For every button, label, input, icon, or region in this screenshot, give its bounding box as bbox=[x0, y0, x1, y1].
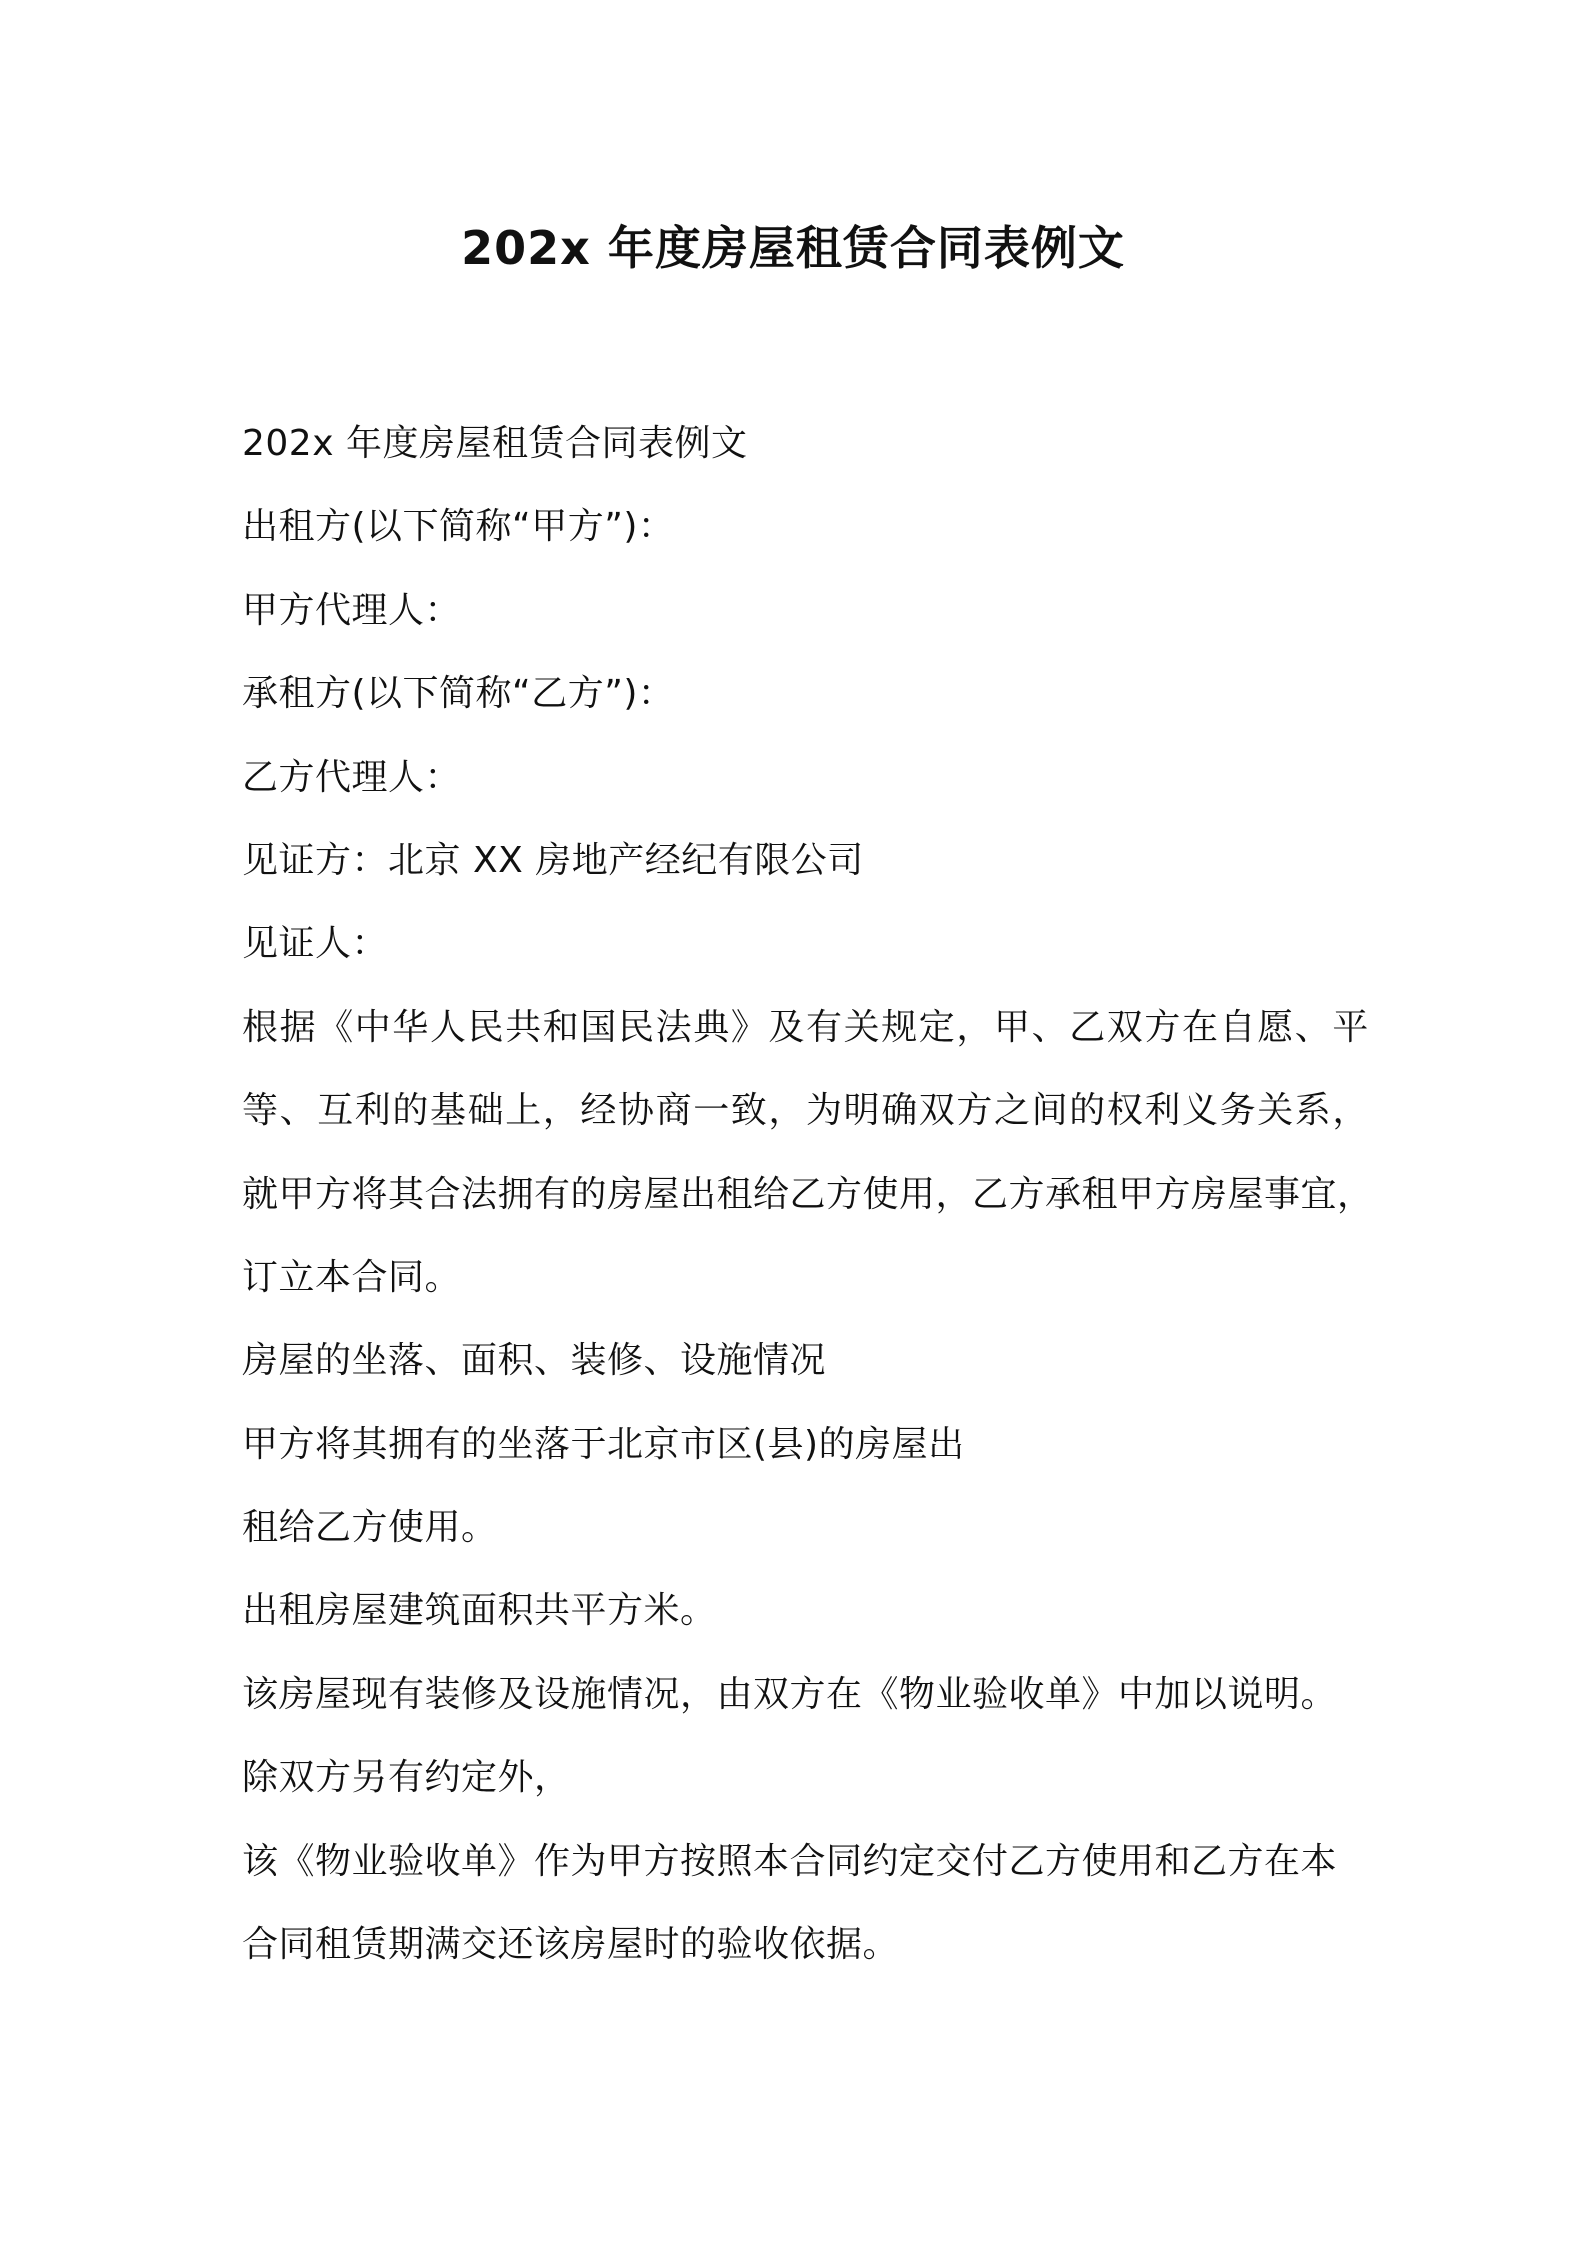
body-line-exception: 除双方另有约定外， bbox=[242, 1757, 571, 1799]
body-line-witness-person: 见证人： bbox=[242, 923, 389, 965]
body-line-lessor: 出租方(以下简称“甲方”)： bbox=[242, 506, 675, 548]
body-line-acceptance-2: 合同租赁期满交还该房屋时的验收依据。 bbox=[242, 1924, 900, 1966]
body-line-preamble-4: 订立本合同。 bbox=[242, 1256, 462, 1298]
body-line-section-heading: 房屋的坐落、面积、装修、设施情况 bbox=[242, 1340, 827, 1382]
body-line-area: 出租房屋建筑面积共平方米。 bbox=[242, 1590, 717, 1632]
body-line-location-2: 租给乙方使用。 bbox=[242, 1507, 498, 1549]
body-line-preamble-3: 就甲方将其合法拥有的房屋出租给乙方使用，乙方承租甲方房屋事宜， bbox=[242, 1173, 1374, 1215]
body-line-lessee-agent: 乙方代理人： bbox=[242, 756, 462, 798]
body-line-acceptance-1: 该《物业验收单》作为甲方按照本合同约定交付乙方使用和乙方在本 bbox=[242, 1840, 1338, 1882]
body-line-preamble-2: 等、互利的基础上，经协商一致，为明确双方之间的权利义务关系， bbox=[242, 1090, 1371, 1132]
body-line-preamble-1: 根据《中华人民共和国民法典》及有关规定，甲、乙双方在自愿、平 bbox=[242, 1006, 1371, 1048]
body-line-lessor-agent: 甲方代理人： bbox=[242, 589, 462, 631]
document-body bbox=[242, 402, 1382, 1986]
body-line-lessee: 承租方(以下简称“乙方”)： bbox=[242, 673, 675, 715]
body-line-location-1: 甲方将其拥有的坐落于北京市区(县)的房屋出 bbox=[242, 1423, 965, 1465]
body-line-witness-party: 见证方：北京 XX 房地产经纪有限公司 bbox=[242, 839, 864, 881]
document-title: 202x 年度房屋租赁合同表例文 bbox=[461, 221, 1125, 275]
body-line-subtitle: 202x 年度房屋租赁合同表例文 bbox=[242, 423, 748, 464]
body-line-facilities: 该房屋现有装修及设施情况，由双方在《物业验收单》中加以说明。 bbox=[242, 1673, 1338, 1715]
